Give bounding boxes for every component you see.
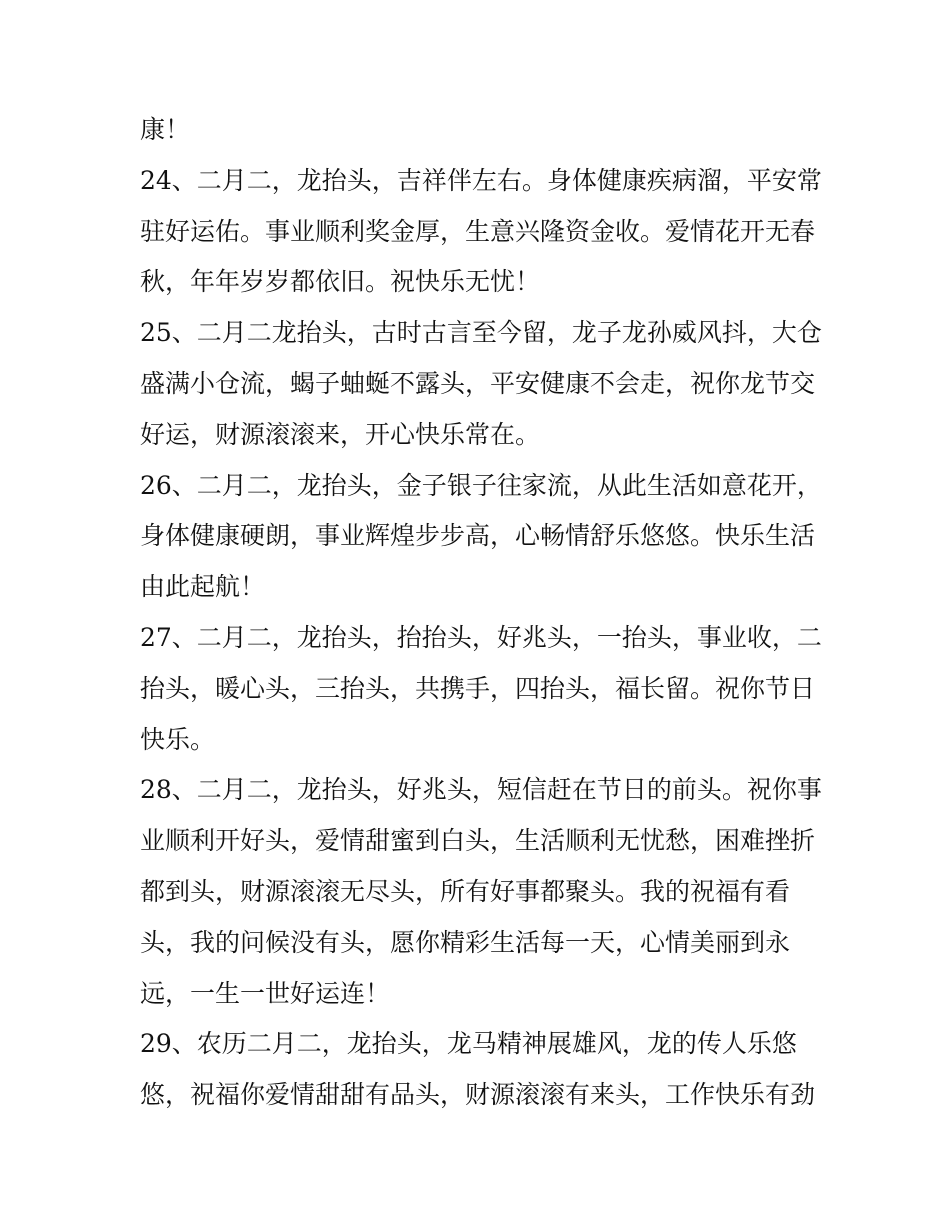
document-body-text — [140, 105, 830, 1121]
text-line: 25、二月二龙抬头，古时古言至今留，龙子龙孙威风抖，大仓 — [140, 318, 822, 348]
text-line: 抬头，暖心头，三抬头，共携手，四抬头，福长留。祝你节日 — [140, 673, 816, 703]
text-line: 身体健康硬朗，事业辉煌步步高，心畅情舒乐悠悠。快乐生活 — [140, 521, 816, 551]
text-line: 康！ — [140, 115, 191, 144]
text-line: 头，我的问候没有头，愿你精彩生活每一天，心情美丽到永 — [140, 927, 791, 957]
text-line: 秋，年年岁岁都依旧。祝快乐无忧！ — [140, 267, 541, 297]
text-line: 29、农历二月二，龙抬头，龙马精神展雄风，龙的传人乐悠 — [140, 1029, 797, 1059]
text-line: 27、二月二，龙抬头，抬抬头，好兆头，一抬头，事业收，二 — [140, 622, 822, 652]
text-line: 业顺利开好头，爱情甜蜜到白头，生活顺利无忧愁，困难挫折 — [140, 826, 816, 856]
text-line: 远，一生一世好运连！ — [140, 978, 391, 1008]
text-line: 驻好运佑。事业顺利奖金厚，生意兴隆资金收。爱情花开无春 — [140, 216, 816, 246]
text-line: 28、二月二，龙抬头，好兆头，短信赶在节日的前头。祝你事 — [140, 775, 822, 805]
text-line: 26、二月二，龙抬头，金子银子往家流，从此生活如意花开， — [140, 470, 822, 500]
text-line: 由此起航！ — [140, 572, 266, 602]
text-line: 悠，祝福你爱情甜甜有品头，财源滚滚有来头，工作快乐有劲 — [140, 1080, 816, 1110]
text-line: 24、二月二，龙抬头，吉祥伴左右。身体健康疾病溜，平安常 — [140, 165, 822, 195]
text-line: 盛满小仓流，蝎子蚰蜒不露头，平安健康不会走，祝你龙节交 — [140, 368, 816, 398]
text-line: 都到头，财源滚滚无尽头，所有好事都聚头。我的祝福有看 — [140, 876, 791, 906]
text-line: 快乐。 — [140, 724, 216, 754]
text-line: 好运，财源滚滚来，开心快乐常在。 — [140, 419, 541, 449]
